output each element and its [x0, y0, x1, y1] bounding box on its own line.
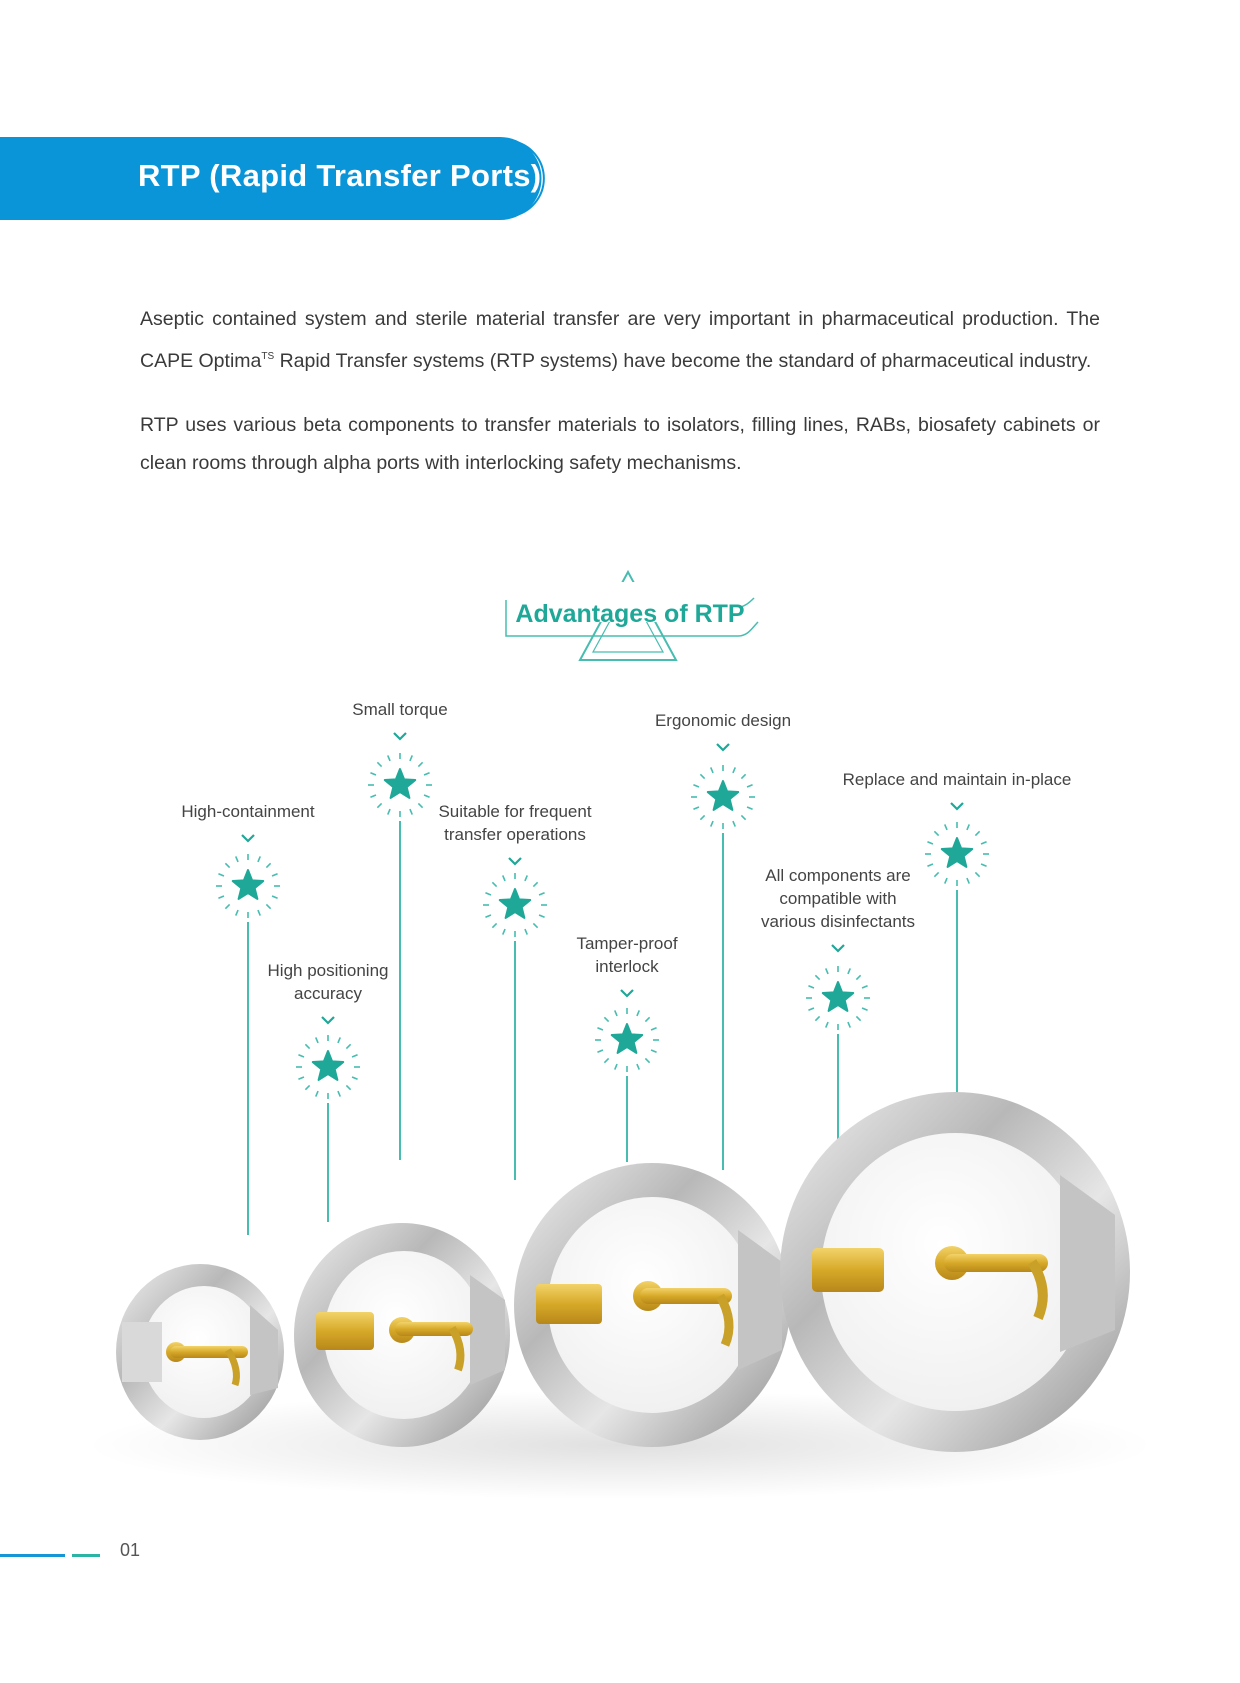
- advantage-label-line: All components are: [765, 866, 911, 885]
- advantage-label-line: High positioning: [267, 961, 389, 980]
- footer-rule-blue: [0, 1554, 65, 1557]
- rtp-port-medium: [294, 1223, 510, 1447]
- advantage-label-line: Tamper-proof: [576, 934, 678, 953]
- footer-rule-teal: [72, 1554, 100, 1557]
- advantage-label-line: High-containment: [181, 802, 315, 821]
- advantage-label-line: compatible with: [779, 889, 897, 908]
- advantage-label-line: Ergonomic design: [654, 711, 792, 730]
- advantage-label-line: various disinfectants: [760, 912, 916, 931]
- page-title: RTP (Rapid Transfer Ports): [138, 158, 542, 193]
- advantage-label-line: Small torque: [352, 700, 448, 719]
- advantage-label-line: transfer operations: [444, 825, 586, 844]
- advantages-title: Advantages of RTP: [515, 600, 745, 628]
- intro-paragraph-1: Aseptic contained system and sterile material transfer are very important in pharmaceutical production. The CAPE Optima$^{TS}$ Rapid Transfer systems (RTP systems) have become the standard of pharmaceutical industry.: [140, 308, 1100, 372]
- advantage-label-line: interlock: [595, 957, 659, 976]
- advantage-label-line: accuracy: [293, 984, 363, 1003]
- advantage-label-line: Suitable for frequent: [438, 802, 592, 821]
- rtp-port-xlarge: [780, 1092, 1130, 1452]
- rtp-port-small: [116, 1264, 284, 1440]
- advantage-label-line: Replace and maintain in-place: [842, 770, 1072, 789]
- intro-paragraph-2: RTP uses various beta components to transfer materials to isolators, filling lines, RABs, biosafety cabinets or clean rooms through alpha ports with interlocking safety mechanisms.: [140, 414, 1100, 474]
- rtp-port-large: [514, 1163, 790, 1447]
- page-number: 01: [120, 1540, 141, 1560]
